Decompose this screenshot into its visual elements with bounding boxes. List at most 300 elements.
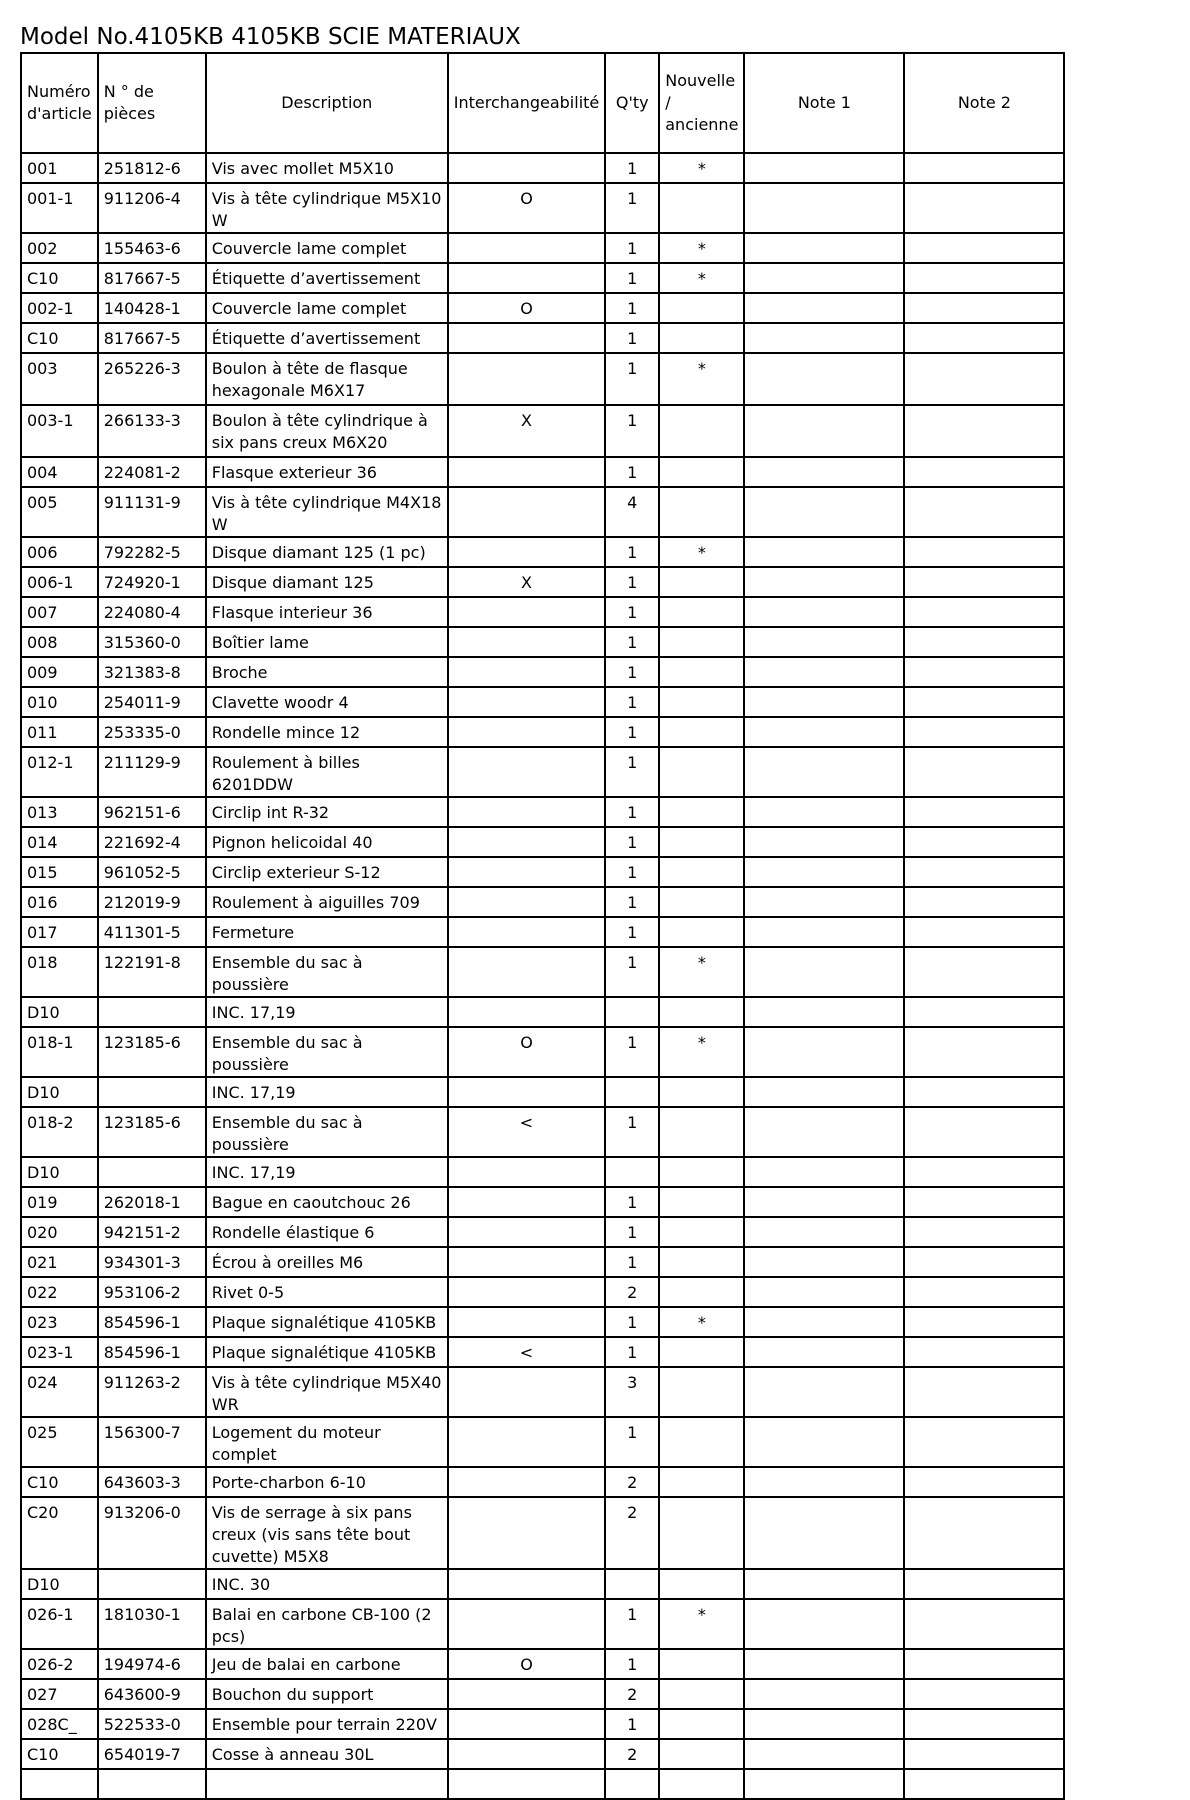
cell-item-number: 018 — [21, 947, 98, 997]
table-row — [21, 597, 1064, 627]
table-row — [21, 1709, 1064, 1739]
cell-new-old — [659, 1247, 744, 1277]
cell-note-1 — [744, 1367, 904, 1417]
cell-note-1 — [744, 1467, 904, 1497]
cell-quantity: 1 — [605, 1187, 659, 1217]
cell-quantity: 1 — [605, 1247, 659, 1277]
cell-interchangeability — [448, 687, 606, 717]
cell-item-number: D10 — [21, 997, 98, 1027]
cell-note-1 — [744, 233, 904, 263]
table-row — [21, 1467, 1064, 1497]
cell-item-number: 012-1 — [21, 747, 98, 797]
cell-item-number: 025 — [21, 1417, 98, 1467]
cell-interchangeability — [448, 1739, 606, 1769]
cell-note-1 — [744, 1217, 904, 1247]
cell-part-number: 262018-1 — [98, 1187, 206, 1217]
cell-part-number: 253335-0 — [98, 717, 206, 747]
cell-item-number: 007 — [21, 597, 98, 627]
cell-quantity: 1 — [605, 747, 659, 797]
cell-interchangeability — [448, 1467, 606, 1497]
cell-note-1 — [744, 627, 904, 657]
cell-note-1 — [744, 537, 904, 567]
cell-interchangeability — [448, 917, 606, 947]
header-note-2: Note 2 — [904, 53, 1064, 153]
cell-new-old — [659, 1107, 744, 1157]
cell-interchangeability — [448, 1599, 606, 1649]
cell-new-old — [659, 487, 744, 537]
cell-new-old — [659, 1367, 744, 1417]
cell-quantity: 1 — [605, 405, 659, 457]
cell-new-old: * — [659, 1599, 744, 1649]
table-row — [21, 1649, 1064, 1679]
cell-note-1 — [744, 487, 904, 537]
cell-note-2 — [904, 947, 1064, 997]
cell-note-1 — [744, 797, 904, 827]
table-row — [21, 153, 1064, 183]
cell-description: Bague en caoutchouc 26 — [206, 1187, 448, 1217]
cell-interchangeability — [448, 1157, 606, 1187]
header-quantity: Q'ty — [605, 53, 659, 153]
table-row — [21, 1187, 1064, 1217]
cell-description: INC. 17,19 — [206, 1077, 448, 1107]
cell-quantity: 4 — [605, 487, 659, 537]
cell-note-1 — [744, 747, 904, 797]
cell-note-1 — [744, 1709, 904, 1739]
cell-note-2 — [904, 263, 1064, 293]
cell-note-2 — [904, 657, 1064, 687]
cell-interchangeability — [448, 1417, 606, 1467]
cell-item-number: 009 — [21, 657, 98, 687]
cell-new-old — [659, 997, 744, 1027]
cell-interchangeability: X — [448, 567, 606, 597]
cell-interchangeability — [448, 1497, 606, 1569]
cell-description: Balai en carbone CB-100 (2 pcs) — [206, 1599, 448, 1649]
cell-part-number: 265226-3 — [98, 353, 206, 405]
cell-description: Ensemble pour terrain 220V — [206, 1709, 448, 1739]
cell-note-2 — [904, 1679, 1064, 1709]
cell-part-number: 181030-1 — [98, 1599, 206, 1649]
cell-part-number: 211129-9 — [98, 747, 206, 797]
cell-note-1 — [744, 457, 904, 487]
cell-quantity: 1 — [605, 1709, 659, 1739]
cell-note-1 — [744, 857, 904, 887]
cell-interchangeability: < — [448, 1337, 606, 1367]
cell-note-2 — [904, 183, 1064, 233]
cell-part-number: 251812-6 — [98, 153, 206, 183]
cell-interchangeability — [448, 1307, 606, 1337]
cell-note-2 — [904, 537, 1064, 567]
cell-part-number: 942151-2 — [98, 1217, 206, 1247]
cell-item-number: 026-2 — [21, 1649, 98, 1679]
cell-new-old: * — [659, 537, 744, 567]
cell-note-1 — [744, 1569, 904, 1599]
cell-note-1 — [744, 657, 904, 687]
cell-item-number: C10 — [21, 1467, 98, 1497]
cell-item-number: 006-1 — [21, 567, 98, 597]
cell-note-1 — [744, 717, 904, 747]
cell-description: INC. 17,19 — [206, 997, 448, 1027]
cell-description: Écrou à oreilles M6 — [206, 1247, 448, 1277]
cell-quantity: 1 — [605, 1599, 659, 1649]
cell-part-number: 315360-0 — [98, 627, 206, 657]
cell-item-number: 010 — [21, 687, 98, 717]
cell-interchangeability — [448, 747, 606, 797]
table-row — [21, 1027, 1064, 1077]
cell-note-2 — [904, 887, 1064, 917]
cell-interchangeability — [448, 857, 606, 887]
cell-description: Jeu de balai en carbone — [206, 1649, 448, 1679]
table-row — [21, 263, 1064, 293]
cell-item-number: 026-1 — [21, 1599, 98, 1649]
cell-part-number: 224080-4 — [98, 597, 206, 627]
cell-note-2 — [904, 1599, 1064, 1649]
cell-new-old — [659, 183, 744, 233]
cell-description: Vis avec mollet M5X10 — [206, 153, 448, 183]
cell-new-old — [659, 827, 744, 857]
cell-part-number: 643600-9 — [98, 1679, 206, 1709]
cell-part-number: 266133-3 — [98, 405, 206, 457]
cell-quantity: 1 — [605, 597, 659, 627]
cell-interchangeability — [448, 797, 606, 827]
cell-note-2 — [904, 827, 1064, 857]
cell-note-1 — [744, 293, 904, 323]
cell-new-old — [659, 1467, 744, 1497]
cell-part-number: 962151-6 — [98, 797, 206, 827]
cell-note-2 — [904, 1027, 1064, 1077]
cell-new-old — [659, 1187, 744, 1217]
cell-description: Rondelle mince 12 — [206, 717, 448, 747]
cell-interchangeability — [448, 1367, 606, 1417]
cell-description: Circlip exterieur S-12 — [206, 857, 448, 887]
table-row — [21, 1157, 1064, 1187]
cell-part-number: 522533-0 — [98, 1709, 206, 1739]
cell-note-1 — [744, 1337, 904, 1367]
table-row — [21, 1679, 1064, 1709]
cell-description: Flasque exterieur 36 — [206, 457, 448, 487]
cell-description: Plaque signalétique 4105KB — [206, 1337, 448, 1367]
empty-cell — [904, 1769, 1064, 1799]
cell-item-number: 023-1 — [21, 1337, 98, 1367]
cell-note-2 — [904, 1739, 1064, 1769]
cell-new-old: * — [659, 353, 744, 405]
cell-new-old — [659, 1337, 744, 1367]
table-row — [21, 537, 1064, 567]
cell-part-number: 643603-3 — [98, 1467, 206, 1497]
cell-item-number: 019 — [21, 1187, 98, 1217]
cell-note-1 — [744, 153, 904, 183]
cell-item-number: 006 — [21, 537, 98, 567]
cell-part-number: 913206-0 — [98, 1497, 206, 1569]
cell-note-1 — [744, 1307, 904, 1337]
cell-note-1 — [744, 1247, 904, 1277]
cell-new-old: * — [659, 947, 744, 997]
cell-new-old — [659, 293, 744, 323]
table-row — [21, 487, 1064, 537]
cell-quantity: 1 — [605, 293, 659, 323]
cell-note-1 — [744, 947, 904, 997]
cell-part-number: 212019-9 — [98, 887, 206, 917]
cell-note-1 — [744, 323, 904, 353]
cell-description: Boîtier lame — [206, 627, 448, 657]
page-title: Model No.4105KB 4105KB SCIE MATERIAUX — [20, 24, 521, 50]
cell-note-1 — [744, 263, 904, 293]
cell-quantity: 1 — [605, 1217, 659, 1247]
cell-part-number: 792282-5 — [98, 537, 206, 567]
cell-description: Vis à tête cylindrique M5X10 W — [206, 183, 448, 233]
cell-part-number: 411301-5 — [98, 917, 206, 947]
table-row — [21, 1217, 1064, 1247]
cell-interchangeability — [448, 1187, 606, 1217]
cell-interchangeability — [448, 1569, 606, 1599]
cell-item-number: C10 — [21, 323, 98, 353]
cell-new-old — [659, 857, 744, 887]
cell-note-1 — [744, 1157, 904, 1187]
cell-item-number: C10 — [21, 263, 98, 293]
cell-description: Boulon à tête de flasque hexagonale M6X17 — [206, 353, 448, 405]
cell-new-old — [659, 1497, 744, 1569]
cell-part-number — [98, 1157, 206, 1187]
cell-quantity: 1 — [605, 1107, 659, 1157]
cell-new-old — [659, 747, 744, 797]
table-row — [21, 857, 1064, 887]
cell-quantity: 1 — [605, 947, 659, 997]
cell-quantity: 1 — [605, 153, 659, 183]
cell-interchangeability — [448, 457, 606, 487]
cell-item-number: 001 — [21, 153, 98, 183]
cell-description: Cosse à anneau 30L — [206, 1739, 448, 1769]
cell-interchangeability — [448, 717, 606, 747]
table-row — [21, 567, 1064, 597]
cell-interchangeability — [448, 487, 606, 537]
cell-note-1 — [744, 183, 904, 233]
cell-item-number: 024 — [21, 1367, 98, 1417]
cell-description: Boulon à tête cylindrique à six pans creux M6X20 — [206, 405, 448, 457]
cell-part-number: 934301-3 — [98, 1247, 206, 1277]
cell-new-old — [659, 717, 744, 747]
cell-quantity — [605, 997, 659, 1027]
cell-quantity: 3 — [605, 1367, 659, 1417]
table-row — [21, 1077, 1064, 1107]
cell-note-2 — [904, 1497, 1064, 1569]
cell-item-number: 023 — [21, 1307, 98, 1337]
cell-new-old — [659, 405, 744, 457]
cell-interchangeability: < — [448, 1107, 606, 1157]
cell-item-number: 002-1 — [21, 293, 98, 323]
cell-part-number: 254011-9 — [98, 687, 206, 717]
cell-quantity: 1 — [605, 857, 659, 887]
cell-note-2 — [904, 1277, 1064, 1307]
cell-item-number: 021 — [21, 1247, 98, 1277]
cell-interchangeability — [448, 1277, 606, 1307]
cell-note-2 — [904, 857, 1064, 887]
cell-item-number: 002 — [21, 233, 98, 263]
cell-quantity: 1 — [605, 1027, 659, 1077]
cell-part-number: 122191-8 — [98, 947, 206, 997]
cell-new-old — [659, 657, 744, 687]
cell-quantity: 1 — [605, 887, 659, 917]
cell-description: Circlip int R-32 — [206, 797, 448, 827]
cell-quantity: 1 — [605, 657, 659, 687]
cell-interchangeability — [448, 827, 606, 857]
cell-note-2 — [904, 1569, 1064, 1599]
cell-new-old: * — [659, 233, 744, 263]
cell-interchangeability — [448, 323, 606, 353]
table-row — [21, 1307, 1064, 1337]
cell-part-number: 911263-2 — [98, 1367, 206, 1417]
cell-quantity: 2 — [605, 1679, 659, 1709]
cell-note-2 — [904, 1649, 1064, 1679]
cell-note-1 — [744, 353, 904, 405]
cell-note-2 — [904, 153, 1064, 183]
table-row — [21, 1497, 1064, 1569]
cell-quantity: 1 — [605, 687, 659, 717]
cell-part-number: 654019-7 — [98, 1739, 206, 1769]
cell-new-old — [659, 323, 744, 353]
cell-description: Bouchon du support — [206, 1679, 448, 1709]
cell-quantity: 1 — [605, 1337, 659, 1367]
cell-description: Vis à tête cylindrique M4X18 W — [206, 487, 448, 537]
cell-note-1 — [744, 597, 904, 627]
table-row — [21, 353, 1064, 405]
cell-new-old — [659, 1277, 744, 1307]
cell-interchangeability — [448, 263, 606, 293]
cell-interchangeability — [448, 233, 606, 263]
table-row — [21, 657, 1064, 687]
cell-new-old — [659, 627, 744, 657]
cell-quantity — [605, 1077, 659, 1107]
cell-item-number: C10 — [21, 1739, 98, 1769]
table-row — [21, 917, 1064, 947]
cell-note-2 — [904, 353, 1064, 405]
cell-description: Clavette woodr 4 — [206, 687, 448, 717]
cell-interchangeability — [448, 1679, 606, 1709]
cell-note-2 — [904, 1157, 1064, 1187]
cell-note-1 — [744, 1277, 904, 1307]
cell-description: Couvercle lame complet — [206, 293, 448, 323]
cell-note-2 — [904, 597, 1064, 627]
cell-description: Ensemble du sac à poussière — [206, 1027, 448, 1077]
cell-description: Pignon helicoidal 40 — [206, 827, 448, 857]
cell-description: Flasque interieur 36 — [206, 597, 448, 627]
cell-interchangeability — [448, 153, 606, 183]
table-row — [21, 183, 1064, 233]
cell-description: Vis à tête cylindrique M5X40 WR — [206, 1367, 448, 1417]
cell-note-2 — [904, 1337, 1064, 1367]
cell-quantity: 1 — [605, 457, 659, 487]
cell-new-old: * — [659, 153, 744, 183]
cell-note-2 — [904, 487, 1064, 537]
cell-note-2 — [904, 1077, 1064, 1107]
cell-description: Roulement à billes 6201DDW — [206, 747, 448, 797]
table-header-row — [21, 53, 1064, 153]
table-row — [21, 405, 1064, 457]
table-row — [21, 457, 1064, 487]
table-row — [21, 1739, 1064, 1769]
cell-item-number: D10 — [21, 1569, 98, 1599]
cell-item-number: 020 — [21, 1217, 98, 1247]
cell-quantity: 1 — [605, 353, 659, 405]
cell-interchangeability — [448, 353, 606, 405]
header-note-1: Note 1 — [744, 53, 904, 153]
cell-new-old — [659, 597, 744, 627]
cell-note-2 — [904, 747, 1064, 797]
cell-interchangeability — [448, 597, 606, 627]
empty-cell — [605, 1769, 659, 1799]
cell-part-number: 953106-2 — [98, 1277, 206, 1307]
cell-quantity: 2 — [605, 1497, 659, 1569]
empty-cell — [659, 1769, 744, 1799]
cell-new-old — [659, 1569, 744, 1599]
table-row — [21, 1277, 1064, 1307]
cell-interchangeability — [448, 537, 606, 567]
cell-new-old: * — [659, 1027, 744, 1077]
cell-description: Rondelle élastique 6 — [206, 1217, 448, 1247]
cell-interchangeability — [448, 997, 606, 1027]
cell-note-2 — [904, 1247, 1064, 1277]
cell-interchangeability: X — [448, 405, 606, 457]
cell-quantity: 1 — [605, 233, 659, 263]
cell-description: Ensemble du sac à poussière — [206, 1107, 448, 1157]
cell-item-number: 027 — [21, 1679, 98, 1709]
empty-cell — [744, 1769, 904, 1799]
table-row — [21, 233, 1064, 263]
cell-quantity: 1 — [605, 827, 659, 857]
cell-description: Disque diamant 125 — [206, 567, 448, 597]
table-row — [21, 1769, 1064, 1799]
table-row — [21, 627, 1064, 657]
cell-description: Ensemble du sac à poussière — [206, 947, 448, 997]
cell-interchangeability — [448, 1247, 606, 1277]
empty-cell — [21, 1769, 98, 1799]
cell-quantity: 1 — [605, 917, 659, 947]
cell-description: Fermeture — [206, 917, 448, 947]
header-interchangeability: Interchangeabilité — [448, 53, 606, 153]
cell-item-number: 022 — [21, 1277, 98, 1307]
header-item-number: Numéro d'article — [21, 53, 98, 153]
cell-note-2 — [904, 293, 1064, 323]
cell-quantity: 1 — [605, 627, 659, 657]
table-row — [21, 323, 1064, 353]
cell-item-number: 013 — [21, 797, 98, 827]
cell-part-number: 724920-1 — [98, 567, 206, 597]
cell-note-1 — [744, 1027, 904, 1077]
cell-new-old — [659, 917, 744, 947]
cell-new-old — [659, 1077, 744, 1107]
table-row — [21, 687, 1064, 717]
cell-interchangeability: O — [448, 293, 606, 323]
cell-note-2 — [904, 1307, 1064, 1337]
cell-item-number: 017 — [21, 917, 98, 947]
table-row — [21, 1247, 1064, 1277]
cell-item-number: 018-2 — [21, 1107, 98, 1157]
cell-interchangeability — [448, 627, 606, 657]
cell-interchangeability — [448, 1217, 606, 1247]
cell-description: Broche — [206, 657, 448, 687]
cell-interchangeability — [448, 1077, 606, 1107]
cell-quantity: 1 — [605, 323, 659, 353]
cell-new-old: * — [659, 263, 744, 293]
table-row — [21, 1107, 1064, 1157]
cell-new-old — [659, 887, 744, 917]
cell-new-old — [659, 1739, 744, 1769]
cell-quantity: 1 — [605, 263, 659, 293]
cell-note-1 — [744, 1739, 904, 1769]
empty-cell — [98, 1769, 206, 1799]
cell-new-old — [659, 1649, 744, 1679]
cell-quantity — [605, 1569, 659, 1599]
cell-item-number: 028C_ — [21, 1709, 98, 1739]
cell-quantity: 2 — [605, 1739, 659, 1769]
